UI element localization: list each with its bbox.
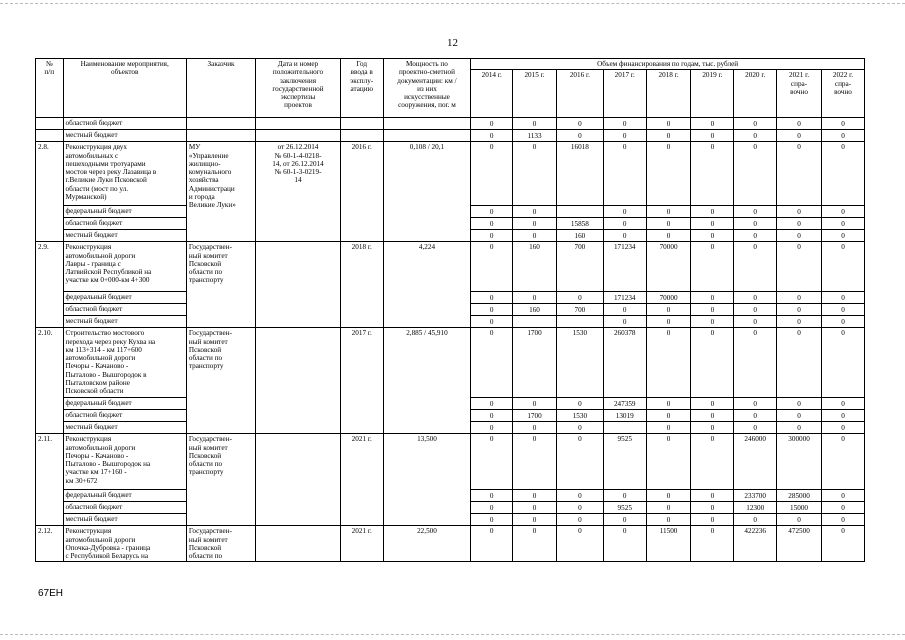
capacity-value: 0,108 / 20,1 [383, 142, 471, 242]
amount-cell: 0 [646, 230, 691, 242]
amount-cell: 233700 [734, 490, 777, 502]
amount-cell: 0 [734, 328, 777, 398]
amount-cell: 0 [734, 230, 777, 242]
amount-cell: 0 [471, 242, 513, 292]
amount-cell: 0 [821, 490, 864, 502]
customer-name: Государствен- ный комитет Псковской области по [186, 526, 255, 562]
cell-empty [383, 130, 471, 142]
amount-cell: 0 [777, 142, 822, 206]
amount-cell: 0 [513, 292, 557, 304]
amount-cell: 0 [646, 328, 691, 398]
capacity-value: 13,500 [383, 434, 471, 526]
amount-cell: 0 [691, 328, 734, 398]
amount-cell: 0 [777, 292, 822, 304]
amount-cell: 0 [646, 316, 691, 328]
amount-cell: 0 [691, 218, 734, 230]
row-number: 2.11. [36, 434, 64, 526]
amount-cell: 0 [556, 490, 603, 502]
amount-cell: 0 [777, 316, 822, 328]
amount-cell: 0 [603, 142, 646, 206]
cell-empty [383, 118, 471, 130]
amount-cell: 0 [513, 526, 557, 562]
amount-cell: 0 [821, 304, 864, 316]
amount-cell: 0 [556, 526, 603, 562]
amount-cell: 0 [777, 514, 822, 526]
header-year-col: 2018 г. [646, 70, 691, 118]
amount-cell: 0 [471, 118, 513, 130]
amount-cell: 0 [691, 434, 734, 490]
amount-cell: 0 [821, 242, 864, 292]
amount-cell: 0 [691, 316, 734, 328]
amount-cell: 700 [556, 304, 603, 316]
amount-cell: 0 [734, 398, 777, 410]
amount-cell: 0 [556, 434, 603, 490]
amount-cell: 0 [603, 490, 646, 502]
amount-cell: 0 [471, 490, 513, 502]
amount-cell: 0 [821, 292, 864, 304]
amount-cell: 247359 [603, 398, 646, 410]
amount-cell: 0 [471, 434, 513, 490]
commission-year: 2016 г. [340, 142, 383, 242]
expertise-date [256, 242, 341, 328]
amount-cell: 0 [691, 142, 734, 206]
amount-cell: 0 [513, 514, 557, 526]
bottom-scan-line [0, 634, 905, 635]
cell-empty [186, 118, 255, 130]
amount-cell: 0 [471, 398, 513, 410]
commission-year: 2018 г. [340, 242, 383, 328]
commission-year: 2021 г. [340, 434, 383, 526]
budget-label: федеральный бюджет [63, 206, 186, 218]
header-row-1 [36, 59, 865, 70]
budget-label: местный бюджет [63, 130, 186, 142]
amount-cell: 0 [777, 218, 822, 230]
amount-cell: 13019 [603, 410, 646, 422]
amount-cell: 0 [513, 434, 557, 490]
cell-empty [186, 130, 255, 142]
amount-cell: 1700 [513, 328, 557, 398]
budget-label: федеральный бюджет [63, 398, 186, 410]
amount-cell: 0 [691, 206, 734, 218]
amount-cell: 422236 [734, 526, 777, 562]
customer-name: Государствен- ный комитет Псковской области по транспорту [186, 242, 255, 328]
amount-cell: 0 [821, 514, 864, 526]
amount-cell: 0 [734, 316, 777, 328]
amount-cell: 0 [646, 410, 691, 422]
amount-cell: 0 [471, 230, 513, 242]
amount-cell: 0 [603, 304, 646, 316]
amount-cell: 0 [603, 526, 646, 562]
table-row [36, 328, 865, 398]
budget-label: местный бюджет [63, 316, 186, 328]
cell-empty [256, 130, 341, 142]
header-year: Год ввода в эксплу- атацию [340, 59, 383, 118]
budget-label: областной бюджет [63, 410, 186, 422]
amount-cell: 0 [646, 218, 691, 230]
amount-cell: 0 [513, 142, 557, 206]
amount-cell: 0 [471, 316, 513, 328]
budget-row [36, 130, 865, 142]
amount-cell: 0 [821, 142, 864, 206]
amount-cell: 0 [821, 410, 864, 422]
amount-cell: 0 [603, 230, 646, 242]
amount-cell: 0 [603, 130, 646, 142]
amount-cell: 0 [471, 142, 513, 206]
customer-name: Государствен- ный комитет Псковской области по транспорту [186, 434, 255, 526]
amount-cell: 0 [734, 206, 777, 218]
header-year-col: 2014 г. [471, 70, 513, 118]
amount-cell: 0 [603, 514, 646, 526]
amount-cell: 472500 [777, 526, 822, 562]
amount-cell: 0 [777, 206, 822, 218]
amount-cell: 0 [471, 410, 513, 422]
header-year-col: 2016 г. [556, 70, 603, 118]
amount-cell: 11500 [646, 526, 691, 562]
amount-cell: 0 [646, 434, 691, 490]
amount-cell: 246000 [734, 434, 777, 490]
expertise-date [256, 328, 341, 434]
amount-cell [513, 316, 557, 328]
budget-label: областной бюджет [63, 304, 186, 316]
amount-cell: 0 [821, 434, 864, 490]
budget-row [36, 118, 865, 130]
amount-cell: 0 [646, 142, 691, 206]
amount-cell: 0 [691, 410, 734, 422]
amount-cell: 0 [556, 422, 603, 434]
header-num: № п/п [36, 59, 64, 118]
amount-cell [603, 422, 646, 434]
amount-cell: 1530 [556, 410, 603, 422]
amount-cell: 0 [691, 130, 734, 142]
amount-cell: 0 [734, 142, 777, 206]
amount-cell: 0 [821, 328, 864, 398]
header-name: Наименование мероприятия, объектов [63, 59, 186, 118]
amount-cell: 0 [556, 292, 603, 304]
budget-label: местный бюджет [63, 514, 186, 526]
amount-cell: 0 [691, 514, 734, 526]
amount-cell: 0 [513, 398, 557, 410]
amount-cell: 0 [471, 526, 513, 562]
amount-cell: 0 [646, 398, 691, 410]
object-name: Реконструкция двух автомобильных с пешеходными тротуарами мостов через реку Лазавица в г.Великие Луки Псковской области (мост по ул. Мурманской) [63, 142, 186, 206]
amount-cell: 9525 [603, 502, 646, 514]
amount-cell: 0 [471, 328, 513, 398]
amount-cell: 0 [603, 218, 646, 230]
amount-cell: 0 [603, 316, 646, 328]
funding-table [35, 58, 865, 562]
amount-cell: 0 [691, 526, 734, 562]
amount-cell: 1530 [556, 328, 603, 398]
amount-cell: 0 [734, 242, 777, 292]
budget-label: областной бюджет [63, 502, 186, 514]
amount-cell: 0 [556, 502, 603, 514]
amount-cell: 0 [734, 118, 777, 130]
amount-cell: 0 [777, 230, 822, 242]
cell-empty [256, 118, 341, 130]
amount-cell: 0 [513, 422, 557, 434]
amount-cell: 300000 [777, 434, 822, 490]
amount-cell: 0 [777, 398, 822, 410]
amount-cell: 0 [646, 490, 691, 502]
amount-cell: 260378 [603, 328, 646, 398]
amount-cell: 0 [691, 422, 734, 434]
amount-cell: 0 [821, 526, 864, 562]
amount-cell: 1133 [513, 130, 557, 142]
amount-cell: 171234 [603, 292, 646, 304]
table-row [36, 526, 865, 562]
object-name: Реконструкция автомобильной дороги Печоры - Качаново - Пыталово - Вышгородок на участке км 17+160 - км 30+672 [63, 434, 186, 490]
amount-cell: 0 [821, 118, 864, 130]
amount-cell: 0 [734, 514, 777, 526]
amount-cell: 160 [556, 230, 603, 242]
capacity-value: 22,500 [383, 526, 471, 562]
amount-cell: 700 [556, 242, 603, 292]
row-number: 2.8. [36, 142, 64, 242]
amount-cell: 0 [556, 514, 603, 526]
row-number: 2.9. [36, 242, 64, 328]
amount-cell: 0 [646, 206, 691, 218]
amount-cell: 0 [821, 422, 864, 434]
amount-cell: 0 [471, 304, 513, 316]
header-capacity: Мощность по проектно-сметной документации: км / из них искусственные сооружения, пог. м [383, 59, 471, 118]
header-year-col: 2020 г. [734, 70, 777, 118]
budget-label: федеральный бюджет [63, 292, 186, 304]
amount-cell: 0 [513, 118, 557, 130]
amount-cell: 0 [513, 230, 557, 242]
header-year-col: 2017 г. [603, 70, 646, 118]
amount-cell: 0 [734, 292, 777, 304]
commission-year: 2021 г. [340, 526, 383, 562]
amount-cell: 171234 [603, 242, 646, 292]
commission-year: 2017 г. [340, 328, 383, 434]
amount-cell: 0 [556, 130, 603, 142]
amount-cell: 285000 [777, 490, 822, 502]
amount-cell: 0 [691, 230, 734, 242]
capacity-value: 2,885 / 45,910 [383, 328, 471, 434]
table-row [36, 242, 865, 292]
amount-cell: 0 [471, 206, 513, 218]
customer-name: МУ «Управление жилищно- комунального хозяйства Администраци и города Великие Луки» [186, 142, 255, 242]
header-customer: Заказчик [186, 59, 255, 118]
amount-cell: 0 [513, 490, 557, 502]
amount-cell: 0 [471, 292, 513, 304]
amount-cell [556, 206, 603, 218]
amount-cell: 0 [646, 130, 691, 142]
budget-label: местный бюджет [63, 422, 186, 434]
amount-cell: 0 [513, 206, 557, 218]
table-row [36, 434, 865, 490]
amount-cell: 0 [646, 502, 691, 514]
amount-cell: 0 [646, 514, 691, 526]
cell-empty [340, 118, 383, 130]
amount-cell: 0 [821, 206, 864, 218]
budget-label: областной бюджет [63, 218, 186, 230]
header-year-col: 2019 г. [691, 70, 734, 118]
header-funding: Объем финансирования по годам, тыс. рублей [471, 59, 865, 70]
amount-cell: 70000 [646, 292, 691, 304]
amount-cell: 0 [556, 118, 603, 130]
amount-cell: 0 [734, 422, 777, 434]
amount-cell: 0 [777, 304, 822, 316]
amount-cell: 0 [603, 118, 646, 130]
table-row [36, 142, 865, 206]
cell-empty [36, 130, 64, 142]
amount-cell: 0 [734, 130, 777, 142]
amount-cell: 15858 [556, 218, 603, 230]
expertise-date [256, 526, 341, 562]
amount-cell: 0 [513, 218, 557, 230]
row-number: 2.12. [36, 526, 64, 562]
amount-cell: 0 [471, 502, 513, 514]
cell-empty [340, 130, 383, 142]
amount-cell: 160 [513, 304, 557, 316]
object-name: Реконструкция автомобильной дороги Лавры - граница с Латвийской Республикой на участке км 0+000-км 4+300 [63, 242, 186, 292]
amount-cell: 0 [777, 328, 822, 398]
amount-cell: 0 [691, 502, 734, 514]
footer-code: 67ЕН [38, 588, 64, 599]
header-date: Дата и номер положительного заключения государственной экспертизы проектов [256, 59, 341, 118]
amount-cell: 0 [777, 422, 822, 434]
budget-label: областной бюджет [63, 118, 186, 130]
budget-label: федеральный бюджет [63, 490, 186, 502]
amount-cell: 0 [777, 118, 822, 130]
object-name: Строительство мостового перехода через реку Кухва на км 113+314 - км 117+600 автомобильной дороги Печоры - Качаново - Пыталово - Вышгородок в Пыталовском районе Псковской области [63, 328, 186, 398]
amount-cell: 0 [777, 410, 822, 422]
amount-cell: 0 [734, 410, 777, 422]
amount-cell: 0 [691, 398, 734, 410]
amount-cell: 0 [471, 130, 513, 142]
amount-cell: 12300 [734, 502, 777, 514]
amount-cell: 0 [691, 304, 734, 316]
amount-cell: 9525 [603, 434, 646, 490]
amount-cell: 0 [734, 304, 777, 316]
budget-label: местный бюджет [63, 230, 186, 242]
amount-cell: 0 [777, 130, 822, 142]
amount-cell: 16018 [556, 142, 603, 206]
amount-cell: 0 [691, 490, 734, 502]
amount-cell: 0 [513, 502, 557, 514]
header-year-col: 2015 г. [513, 70, 557, 118]
object-name: Реконструкция автомобильной дороги Опочка-Дубровка - граница с Республикой Беларусь на [63, 526, 186, 562]
row-number: 2.10. [36, 328, 64, 434]
expertise-date: от 26.12.2014 № 60-1-4-0218- 14, от 26.12.2014 № 60-1-3-0219- 14 [256, 142, 341, 242]
amount-cell: 0 [821, 130, 864, 142]
amount-cell: 160 [513, 242, 557, 292]
amount-cell: 0 [691, 292, 734, 304]
header-year-col: 2022 г. спра- вочно [821, 70, 864, 118]
amount-cell: 0 [821, 502, 864, 514]
amount-cell: 0 [821, 398, 864, 410]
amount-cell: 0 [777, 242, 822, 292]
amount-cell: 0 [471, 514, 513, 526]
amount-cell: 15000 [777, 502, 822, 514]
expertise-date [256, 434, 341, 526]
page-number: 12 [447, 37, 458, 49]
amount-cell: 0 [734, 218, 777, 230]
header-year-col: 2021 г. спра- вочно [777, 70, 822, 118]
amount-cell: 1700 [513, 410, 557, 422]
table-body [36, 118, 865, 562]
amount-cell: 0 [821, 316, 864, 328]
customer-name: Государствен- ный комитет Псковской области по транспорту [186, 328, 255, 434]
amount-cell: 0 [691, 118, 734, 130]
capacity-value: 4,224 [383, 242, 471, 328]
amount-cell: 0 [471, 422, 513, 434]
cell-empty [36, 118, 64, 130]
amount-cell: 0 [646, 118, 691, 130]
amount-cell: 0 [471, 218, 513, 230]
amount-cell: 0 [646, 422, 691, 434]
amount-cell: 0 [821, 218, 864, 230]
amount-cell: 0 [556, 398, 603, 410]
amount-cell: 0 [646, 304, 691, 316]
amount-cell: 70000 [646, 242, 691, 292]
top-scan-line [0, 3, 905, 4]
amount-cell: 0 [691, 242, 734, 292]
amount-cell [556, 316, 603, 328]
amount-cell: 0 [603, 206, 646, 218]
amount-cell: 0 [821, 230, 864, 242]
